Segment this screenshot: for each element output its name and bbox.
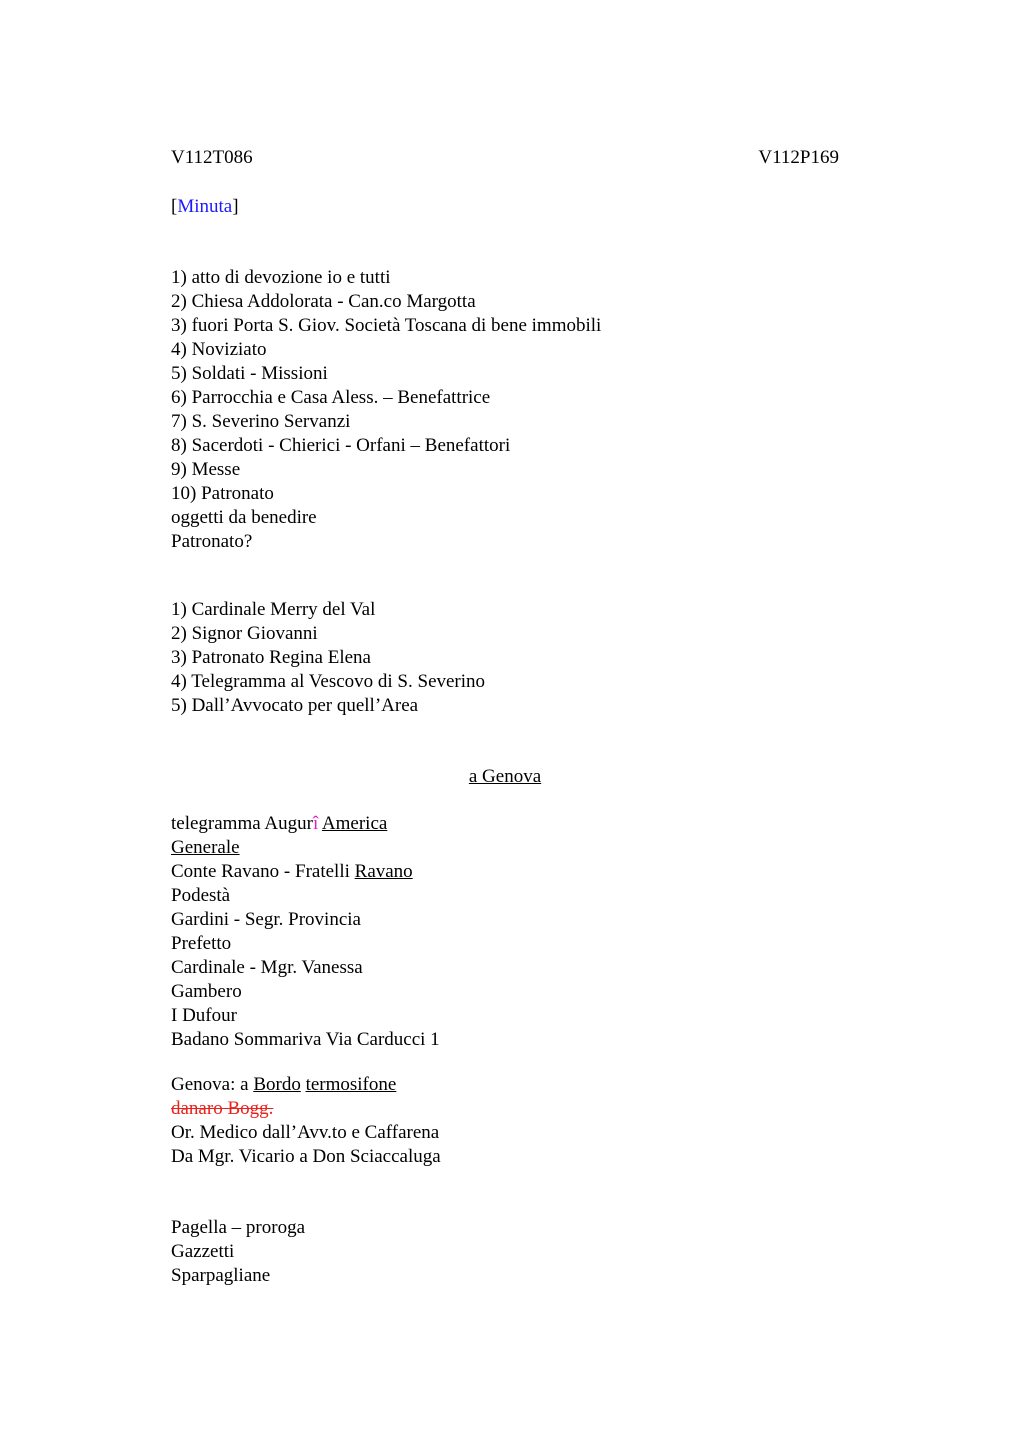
list-item: 2) Chiesa Addolorata - Can.co Margotta — [171, 291, 476, 312]
list-item: Patronato? — [171, 531, 253, 552]
list-item: 4) Telegramma al Vescovo di S. Severino — [171, 671, 486, 692]
list-item: 6) Parrocchia e Casa Aless. – Benefattrice — [171, 387, 491, 408]
list-item: Gazzetti — [171, 1241, 235, 1262]
minuta-link[interactable]: Minuta — [177, 196, 233, 217]
struck-text: danaro Bogg. — [171, 1098, 274, 1119]
list-item: I Dufour — [171, 1005, 237, 1026]
list-item: Conte Ravano - Fratelli Ravano — [171, 861, 413, 882]
list-item: 8) Sacerdoti - Chierici - Orfani – Benefattori — [171, 435, 511, 456]
list-item: 3) Patronato Regina Elena — [171, 647, 371, 668]
list-two — [171, 598, 839, 718]
genova-notes — [171, 1073, 839, 1169]
underlined-word: Generale — [171, 837, 240, 858]
list-item: 4) Noviziato — [171, 339, 267, 360]
list-item: 7) S. Severino Servanzi — [171, 411, 351, 432]
list-item: Sparpagliane — [171, 1265, 271, 1286]
list-item: oggetti da benedire — [171, 507, 317, 528]
list-item — [171, 1097, 839, 1121]
list-item: Cardinale - Mgr. Vanessa — [171, 957, 363, 978]
final-list — [171, 1216, 839, 1288]
list-item: 5) Dall’Avvocato per quell’Area — [171, 695, 419, 716]
list-item: 9) Messe — [171, 459, 241, 480]
document-page — [171, 0, 839, 1450]
underlined-word: Bordo — [253, 1074, 301, 1095]
section-title-text: a Genova — [468, 766, 542, 787]
genova-list — [171, 812, 839, 1052]
list-item — [171, 812, 839, 836]
list-item: Gardini - Segr. Provincia — [171, 909, 361, 930]
document-code-left: V112T086 — [171, 147, 253, 168]
list-item: 2) Signor Giovanni — [171, 623, 318, 644]
list-item: Badano Sommariva Via Carducci 1 — [171, 1029, 440, 1050]
list-item: 10) Patronato — [171, 483, 274, 504]
list-item: Da Mgr. Vicario a Don Sciaccaluga — [171, 1146, 441, 1167]
list-item — [171, 836, 839, 860]
header-row — [171, 146, 839, 170]
list-item: Prefetto — [171, 933, 232, 954]
underlined-word: termosifone — [305, 1074, 397, 1095]
list-item: Or. Medico dall’Avv.to e Caffarena — [171, 1122, 440, 1143]
list-item: Gambero — [171, 981, 242, 1002]
list-item: Podestà — [171, 885, 231, 906]
telegram-text: telegramma Augur — [171, 813, 313, 834]
list-item: 5) Soldati - Missioni — [171, 363, 328, 384]
list-item: 3) fuori Porta S. Giov. Società Toscana di bene immobili — [171, 315, 602, 336]
close-bracket: ] — [232, 196, 239, 217]
list-item: 1) Cardinale Merry del Val — [171, 599, 376, 620]
section-title — [171, 765, 839, 789]
underlined-word: America — [321, 813, 388, 834]
underlined-word: Ravano — [354, 861, 413, 882]
list-item: 1) atto di devozione io e tutti — [171, 267, 391, 288]
open-bracket: [ — [171, 196, 178, 217]
list-item: Pagella – proroga — [171, 1217, 306, 1238]
list-item: Genova: a Bordo termosifone — [171, 1074, 397, 1095]
minuta-tag — [171, 195, 839, 219]
document-code-right: V112P169 — [758, 147, 839, 168]
list-one — [171, 266, 839, 554]
inserted-mark: î — [312, 813, 319, 834]
